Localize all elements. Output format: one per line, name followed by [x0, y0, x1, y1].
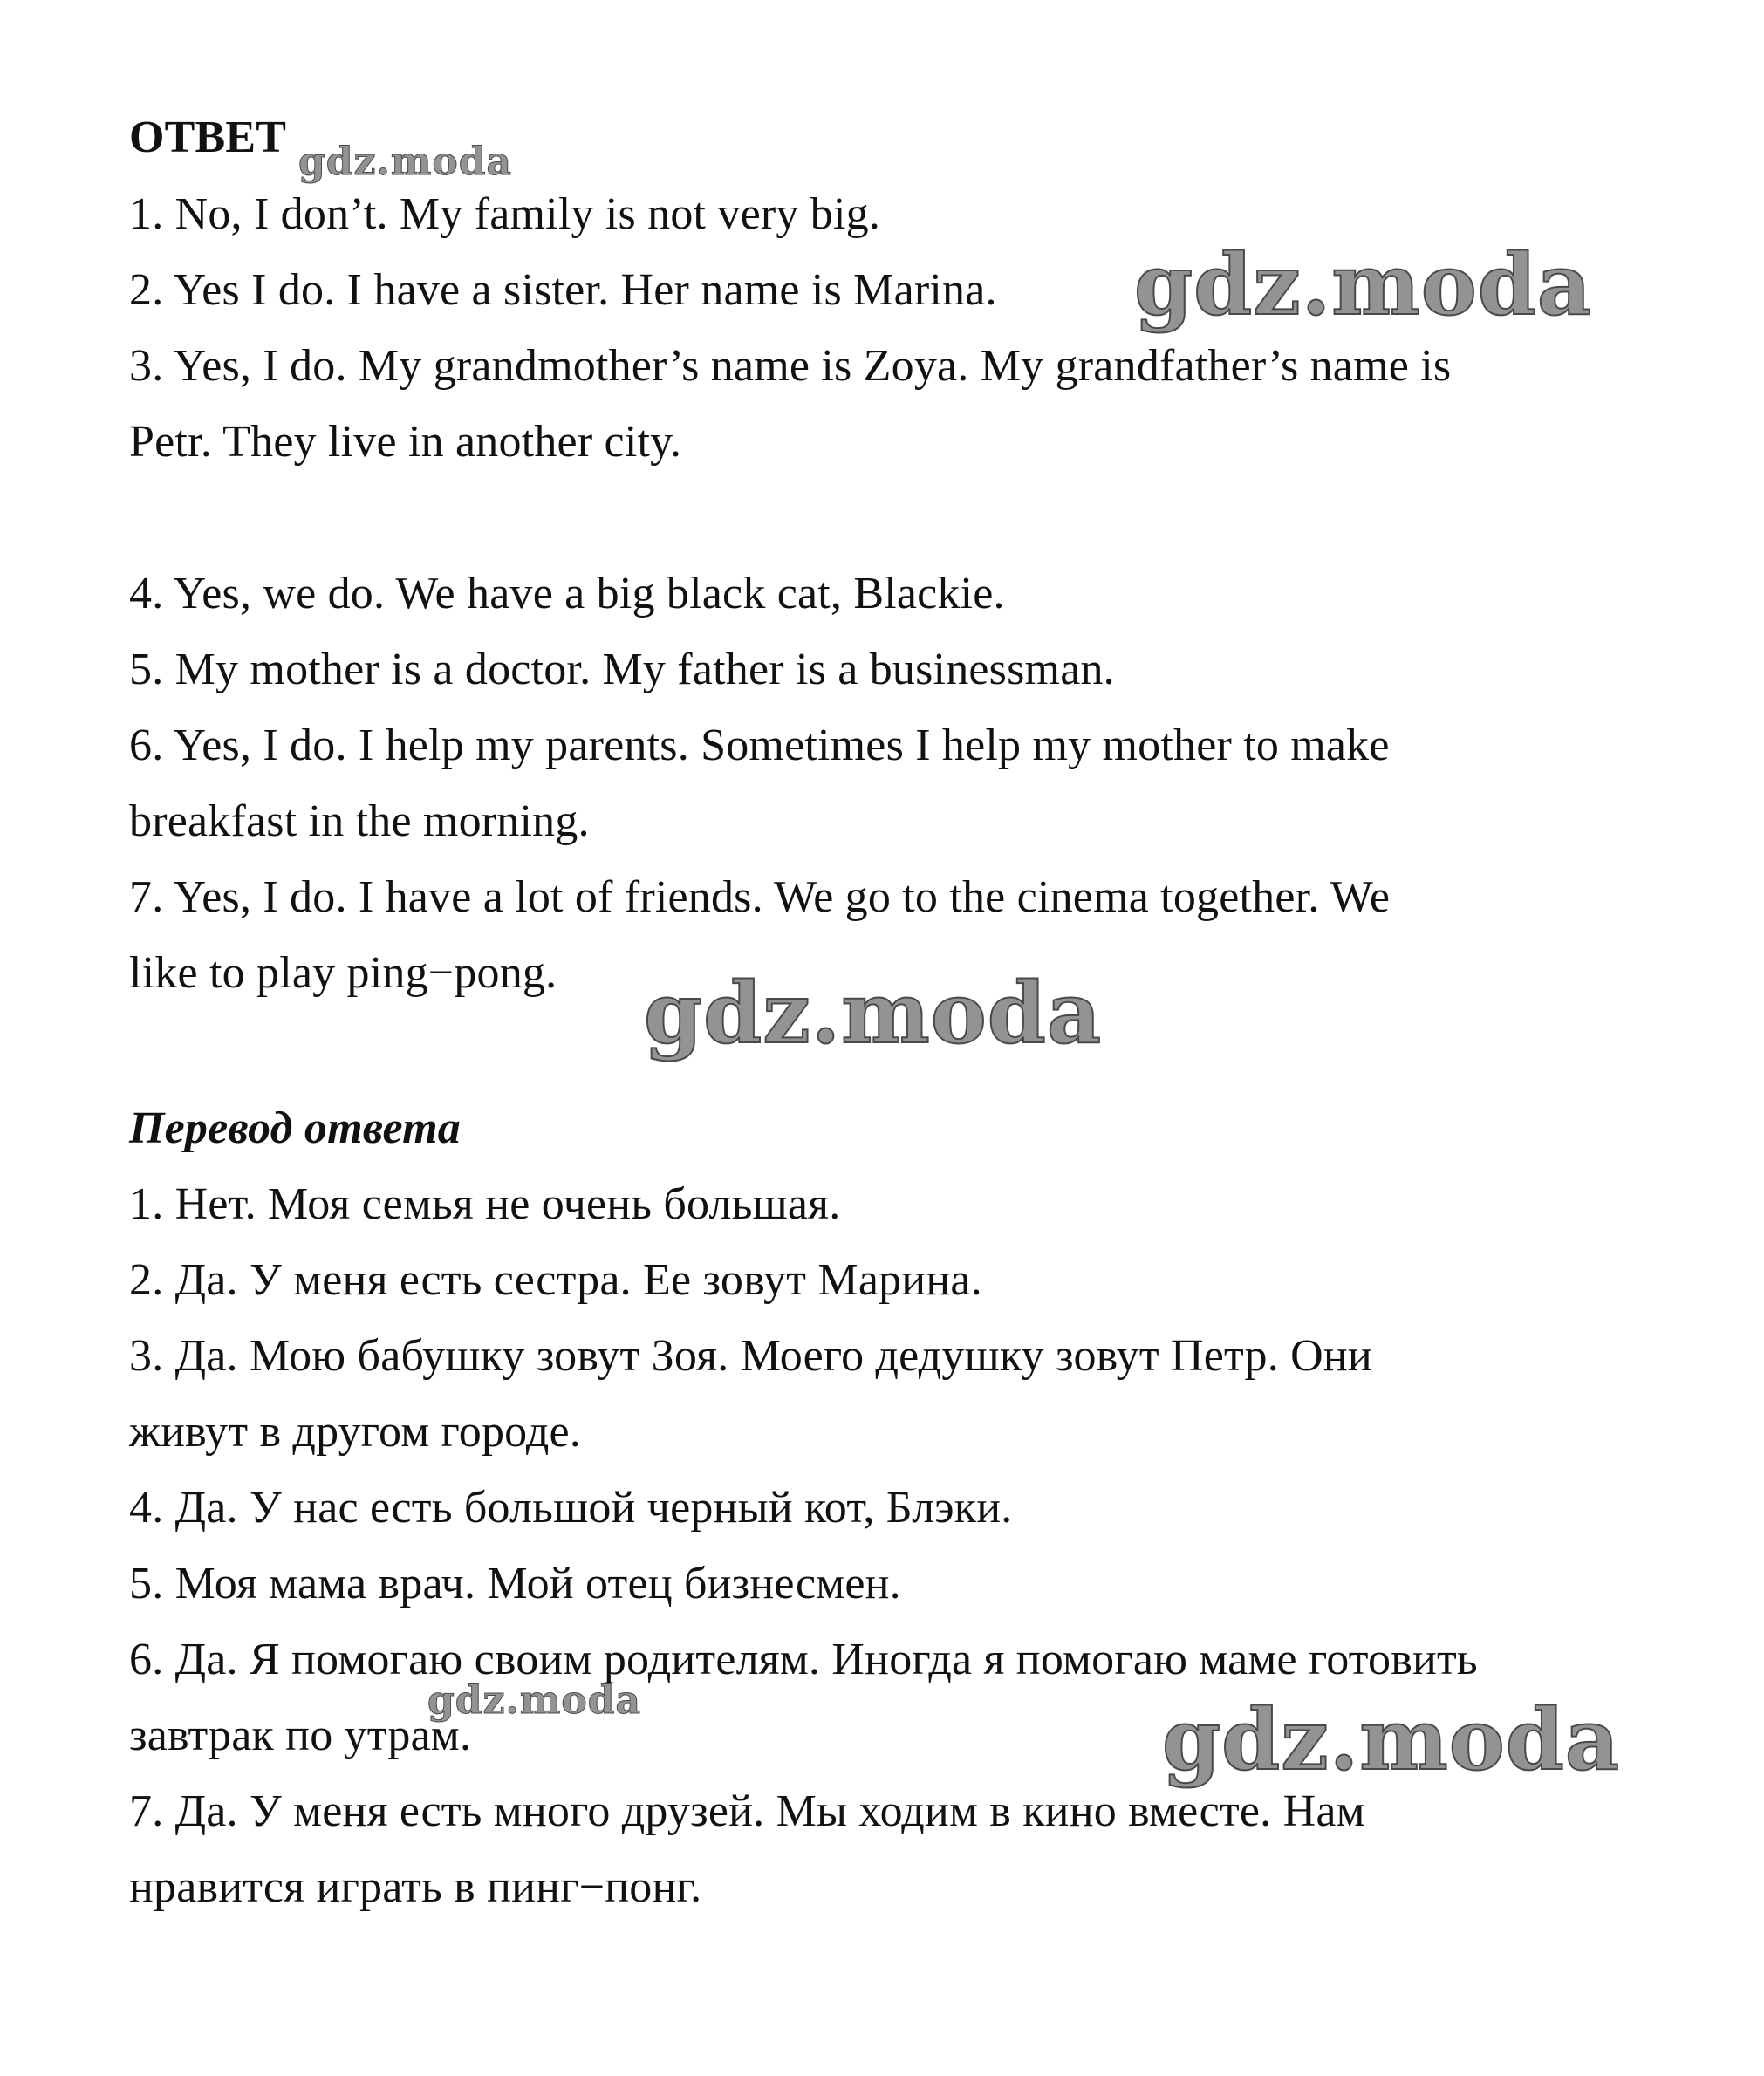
answer-line-7: 7. Yes, I do. I have a lot of friends. We go to the cinema together. We	[129, 872, 1391, 922]
answer-line-4: 4. Yes, we do. We have a big black cat, Blackie.	[129, 569, 1005, 618]
watermark-logo: gdz.moda	[644, 964, 1103, 1062]
watermark-logo: gdz.moda	[1162, 1690, 1621, 1789]
translation-line-6: 6. Да. Я помогаю своим родителям. Иногда я помогаю маме готовить	[129, 1635, 1478, 1684]
watermark-logo: gdz.moda	[1134, 236, 1593, 334]
answer-line-6-cont: breakfast in the morning.	[129, 796, 590, 846]
watermark-logo: gdz.moda	[298, 140, 513, 184]
translation-line-6-cont: завтрак по утрам.	[129, 1711, 472, 1760]
answer-line-3: 3. Yes, I do. My grandmother’s name is Zoya. My grandfather’s name is	[129, 341, 1452, 391]
answer-line-6: 6. Yes, I do. I help my parents. Sometimes I help my mother to make	[129, 720, 1390, 770]
translation-line-2: 2. Да. У меня есть сестра. Ее зовут Марина.	[129, 1255, 982, 1305]
answer-line-3-cont: Petr. They live in another city.	[129, 417, 682, 467]
watermark-logo: gdz.moda	[427, 1678, 642, 1723]
answer-line-2: 2. Yes I do. I have a sister. Her name is Marina.	[129, 265, 997, 315]
translation-line-4: 4. Да. У нас есть большой черный кот, Блэки.	[129, 1483, 1013, 1533]
translation-line-7: 7. Да. У меня есть много друзей. Мы ходим в кино вместе. Нам	[129, 1786, 1365, 1836]
translation-line-3: 3. Да. Мою бабушку зовут Зоя. Моего дедушку зовут Петр. Они	[129, 1331, 1372, 1381]
translation-heading: Перевод ответа	[129, 1103, 461, 1153]
translation-line-3-cont: живут в другом городе.	[129, 1407, 582, 1457]
translation-line-1: 1. Нет. Моя семья не очень большая.	[129, 1179, 841, 1229]
answer-heading: ОТВЕТ	[129, 113, 287, 162]
answer-line-7-cont: like to play ping−pong.	[129, 948, 557, 998]
answer-line-1: 1. No, I don’t. My family is not very big.	[129, 189, 881, 239]
answer-line-5: 5. My mother is a doctor. My father is a businessman.	[129, 645, 1115, 694]
translation-line-5: 5. Моя мама врач. Мой отец бизнесмен.	[129, 1559, 901, 1608]
translation-line-7-cont: нравится играть в пинг−понг.	[129, 1862, 702, 1912]
